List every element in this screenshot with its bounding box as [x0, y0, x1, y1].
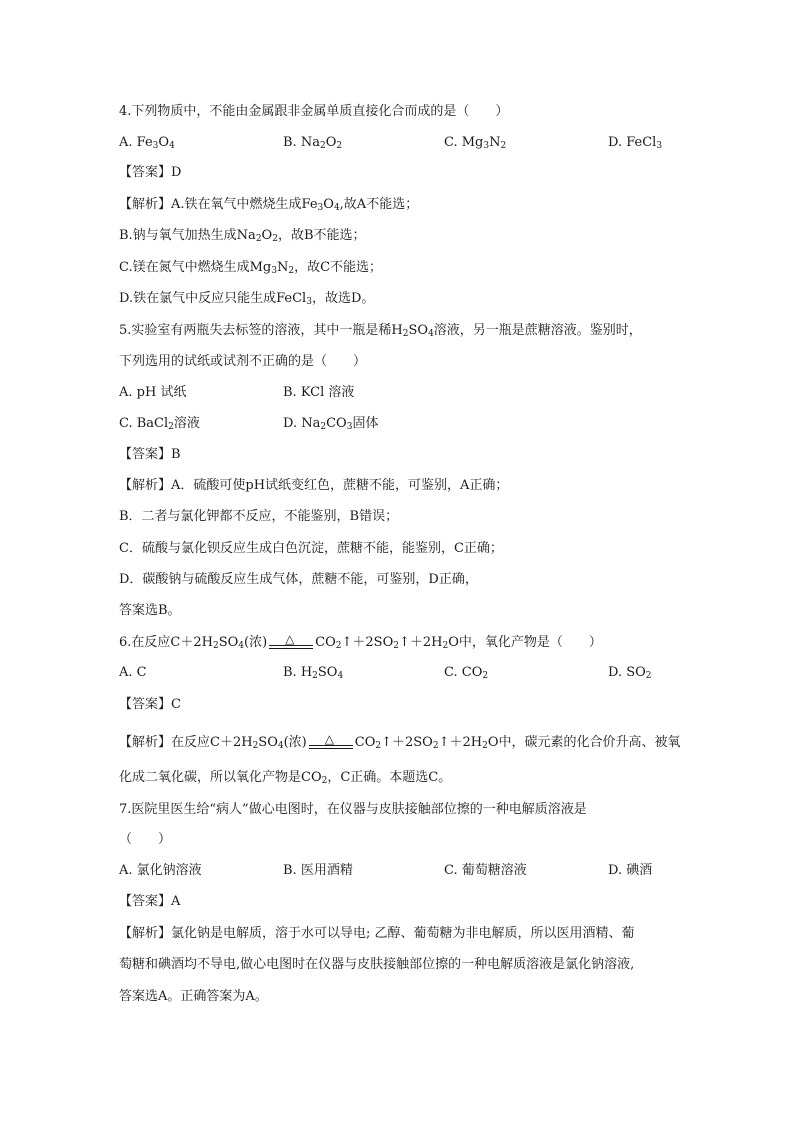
- q7-option-c: C. 葡萄糖溶液: [444, 863, 527, 878]
- q6-explanation-1: 【解析】在反应$C+2H_2SO_4$(浓) △ $CO_2↑+2SO_2↑+2H_2O$中，碳元素的化合价升高、被氧: [119, 732, 681, 751]
- q7-explanation-3: 答案选A。正确答案为A。: [119, 989, 268, 1004]
- q4-option-c: C. $Mg_3N_2$: [444, 135, 507, 151]
- q5-explanation-1: 【解析】A．硫酸可使pH试纸变红色，蔗糖不能，可鉴别，A正确；: [119, 478, 509, 493]
- q5-stem-1: 5.实验室有两瓶失去标签的溶液，其中一瓶是稀$H_2SO_4$溶液，另一瓶是蔗糖溶液。鉴别时，: [119, 323, 642, 339]
- q4-option-d: D. FeCl$_3$: [608, 135, 663, 151]
- q7-stem-1: 7.医院里医生给“病人”做心电图时，在仪器与皮肤接触部位擦的一种电解质溶液是: [119, 802, 587, 817]
- q5-option-a: A. pH 试纸: [119, 385, 187, 400]
- q6-answer: 【答案】C: [119, 697, 181, 712]
- q4-explanation-2: B.钠与氧气加热生成$Na_2O_2$，故B不能选；: [119, 228, 366, 244]
- q5-stem-2: 下列选用的试纸或试剂不正确的是（ ）: [119, 354, 367, 369]
- q5-explanation-5: 答案选B。: [119, 603, 181, 618]
- q4-explanation-4: D.铁在氯气中反应只能生成FeCl$_3$，故选D。: [119, 291, 375, 307]
- q7-stem-2: （ ）: [119, 832, 172, 847]
- q7-explanation-1: 【解析】氯化钠是电解质，溶于水可以导电; 乙醇、葡萄糖为非电解质，所以医用酒精、葡: [119, 926, 635, 941]
- q7-option-b: B. 医用酒精: [283, 863, 353, 878]
- q6-option-b: B. $H_2SO_4$: [283, 665, 344, 681]
- q6-option-a: A. C: [119, 665, 147, 680]
- q4-explanation-3: C.镁在氮气中燃烧生成$Mg_3N_2$，故C不能选；: [119, 260, 383, 276]
- q6-option-c: C. $CO_2$: [444, 665, 489, 681]
- q6-explanation-2: 化成二氧化碳，所以氧化产物是$CO_2$，C正确。本题选C。: [119, 770, 452, 786]
- q5-answer: 【答案】B: [119, 447, 181, 462]
- q4-option-a: A. $Fe_3O_4$: [119, 135, 175, 151]
- q7-answer: 【答案】A: [119, 894, 181, 909]
- q4-explanation-1: 【解析】A.铁在氧气中燃烧生成$Fe_3O_4$,故A不能选；: [119, 197, 419, 213]
- q5-option-b: B. KCl 溶液: [283, 385, 355, 400]
- q5-option-d: D. $Na_2CO_3$固体: [283, 416, 379, 432]
- heating-condition: △: [309, 733, 353, 749]
- q7-option-d: D. 碘酒: [608, 863, 653, 878]
- q4-answer: 【答案】D: [119, 165, 182, 180]
- q4-option-b: B. $Na_2O_2$: [283, 135, 343, 151]
- q5-option-c: C. BaCl$_2$溶液: [119, 416, 200, 432]
- q5-explanation-4: D．碳酸钠与硫酸反应生成气体，蔗糖不能，可鉴别，D正确，: [119, 572, 478, 587]
- q5-explanation-2: B．二者与氯化钾都不反应，不能鉴别，B错误；: [119, 509, 399, 524]
- q6-option-d: D. $SO_2$: [608, 665, 652, 681]
- q5-explanation-3: C．硫酸与氯化钡反应生成白色沉淀，蔗糖不能，能鉴别，C正确；: [119, 541, 503, 556]
- q7-explanation-2: 萄糖和碘酒均不导电,做心电图时在仪器与皮肤接触部位擦的一种电解质溶液是氯化钠溶液,: [119, 957, 635, 972]
- q7-option-a: A. 氯化钠溶液: [119, 863, 202, 878]
- heating-condition: △: [269, 633, 313, 649]
- q4-stem: 4.下列物质中，不能由金属跟非金属单质直接化合而成的是（ ）: [119, 104, 509, 119]
- q6-stem: 6.在反应$C+2H_2SO_4$(浓) △ $CO_2↑+2SO_2↑+2H_2O$中，氧化产物是（ ）: [119, 632, 602, 651]
